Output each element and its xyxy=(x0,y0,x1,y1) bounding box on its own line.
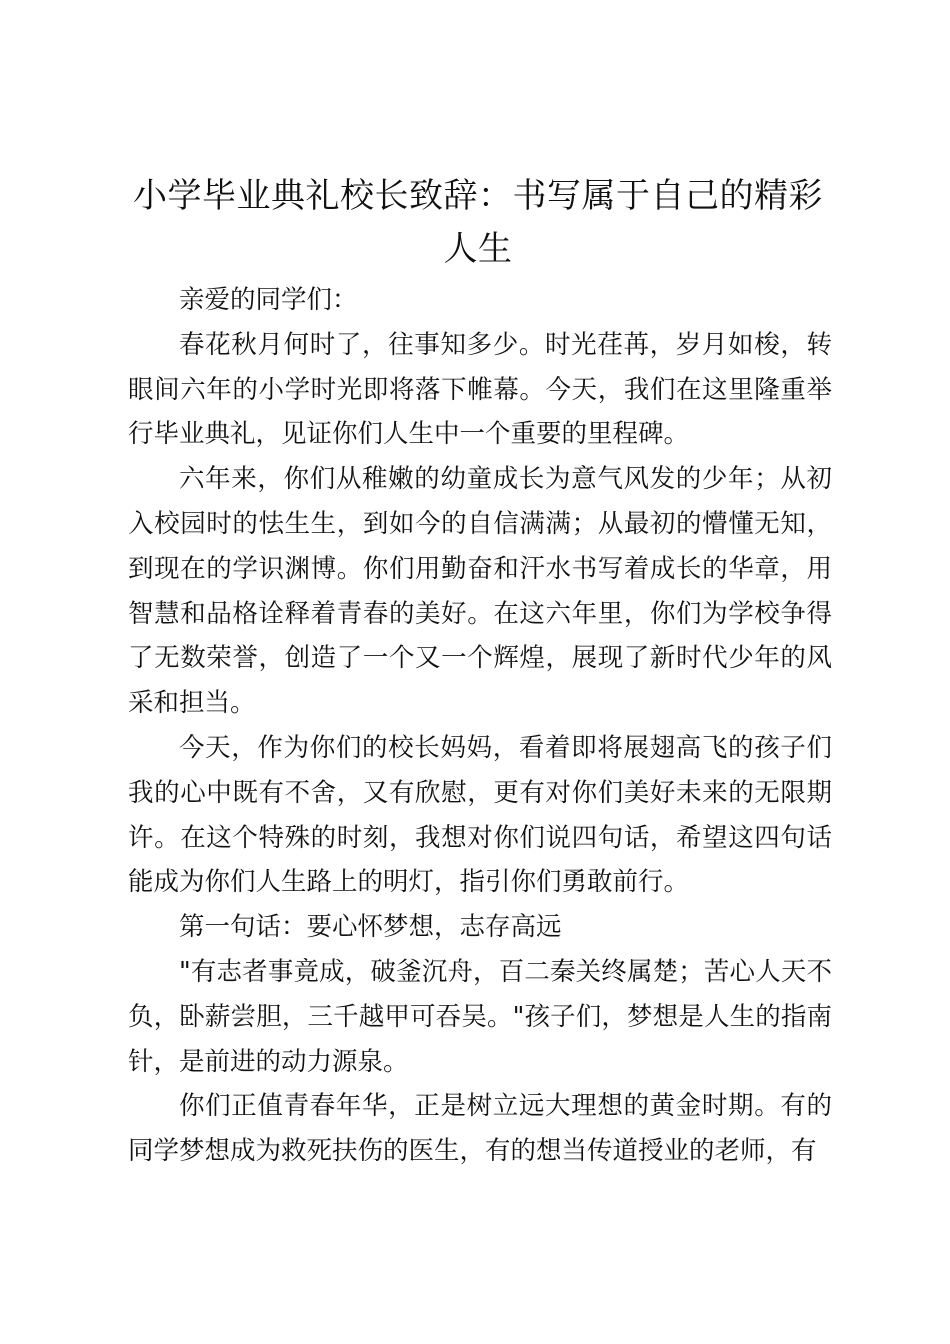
body-paragraph: 你们正值青春年华，正是树立远大理想的黄金时期。有的同学梦想成为救死扶伤的医生，有的想当传道授业的老师，有 xyxy=(128,1091,832,1167)
body-paragraph: 今天，作为你们的校长妈妈，看着即将展翅高飞的孩子们我的心中既有不舍，又有欣慰，更有对你们美好未来的无限期许。在这个特殊的时刻，我想对你们说四句话，希望这四句话能成为你们人生路上的明灯，指引你们勇敢前行。 xyxy=(128,732,832,898)
salutation-paragraph: 亲爱的同学们： xyxy=(179,285,358,315)
document-body xyxy=(128,278,832,1174)
quote-paragraph: "有志者事竟成，破釜沉舟，百二秦关终属楚；苦心人天不负，卧薪尝胆，三千越甲可吞吴。"孩子们，梦想是人生的指南针，是前进的动力源泉。 xyxy=(128,956,832,1077)
document-title: 小学毕业典礼校长致辞：书写属于自己的精彩人生 xyxy=(133,176,823,269)
body-paragraph: 春花秋月何时了，往事知多少。时光荏苒，岁月如梭，转眼间六年的小学时光即将落下帷幕。今天，我们在这里隆重举行毕业典礼，见证你们人生中一个重要的里程碑。 xyxy=(128,329,832,450)
body-paragraph: 六年来，你们从稚嫩的幼童成长为意气风发的少年；从初入校园时的怯生生，到如今的自信满满；从最初的懵懂无知，到现在的学识渊博。你们用勤奋和汗水书写着成长的华章，用智慧和品格诠释着青春的美好。在这六年里，你们为学校争得了无数荣誉，创造了一个又一个辉煌，展现了新时代少年的风采和担当。 xyxy=(128,464,832,719)
section-heading: 第一句话：要心怀梦想，志存高远 xyxy=(179,912,562,943)
